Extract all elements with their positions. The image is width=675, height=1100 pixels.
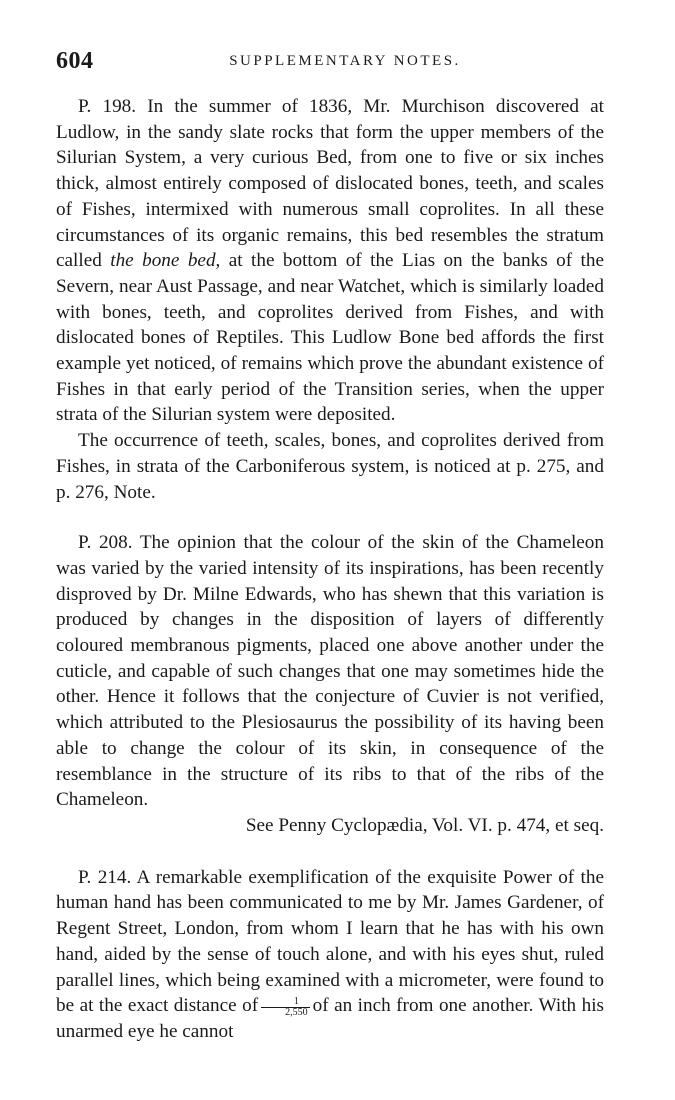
note-p214-text-a: P. 214. A remarkable exemplification of the exquisite Power of the human hand has been communicated to me by Mr. James Gardener, of Regent Street, London, from whom I learn that he has with his own hand, aided by the sense of touch alone, and with his eyes shut, ruled parallel lines, which being examined with a micrometer, were found to be at the exact distance of <box>56 866 604 1017</box>
fraction-numerator: 1 <box>261 997 310 1008</box>
note-p198-text-a: P. 198. In the summer of 1836, Mr. Murchison discovered at Ludlow, in the sandy slate rocks that form the upper members of the Silurian System, a very curious Bed, from one to five or six inches thick, almost entirely composed of dislocated bones, teeth, and scales of Fishes, intermixed with numerous small coprolites. In all these circumstances of its organic remains, this bed resembles the stratum called <box>56 96 604 272</box>
note-p208-citation: See Penny Cyclopædia, Vol. VI. p. 474, et seq. <box>245 814 604 836</box>
page-number: 604 <box>56 48 94 74</box>
fraction <box>261 997 310 1018</box>
book-page <box>56 48 604 1045</box>
note-p198-italic-term: the bone bed <box>110 250 216 272</box>
note-p214-text-b: of an inch from one another. With his unarmed eye he cannot <box>56 995 604 1042</box>
note-p198-second-paragraph: The occurrence of teeth, scales, bones, and coprolites derived from Fishes, in strata of the Carboniferous system, is noticed at p. 275, and p. 276, Note. <box>56 430 604 503</box>
note-p198-paragraph <box>56 94 604 428</box>
page-header <box>56 48 604 78</box>
fraction-denominator: 2,550 <box>285 1007 308 1019</box>
note-p214-paragraph <box>56 865 604 1045</box>
note-p208-paragraph: P. 208. The opinion that the colour of the skin of the Chameleon was varied by the varied intensity of its inspirations, has been recently disproved by Dr. Milne Edwards, who has shewn that this variation is produced by changes in the disposition of layers of differently coloured membranous pigments, placed one above another under the cuticle, and capable of such changes that one may sometimes hide the other. Hence it follows that the conjecture of Cuvier is not verified, which attributed to the Plesiosaurus the possibility of its having been able to change the colour of its skin, in consequence of the resemblance in the structure of its ribs to that of the ribs of the Chameleon. <box>56 532 604 811</box>
note-p198-text-b: , at the bottom of the Lias on the banks of the Severn, near Aust Passage, and near Watchet, which is similarly loaded with bones, teeth, and coprolites derived from Fishes, and with dislocated bones of Reptiles. This Ludlow Bone bed affords the first example yet noticed, of remains which prove the abundant existence of Fishes in that early period of the Transition series, when the upper strata of the Silurian system were deposited. <box>56 250 604 426</box>
running-title: SUPPLEMENTARY NOTES. <box>229 53 461 69</box>
